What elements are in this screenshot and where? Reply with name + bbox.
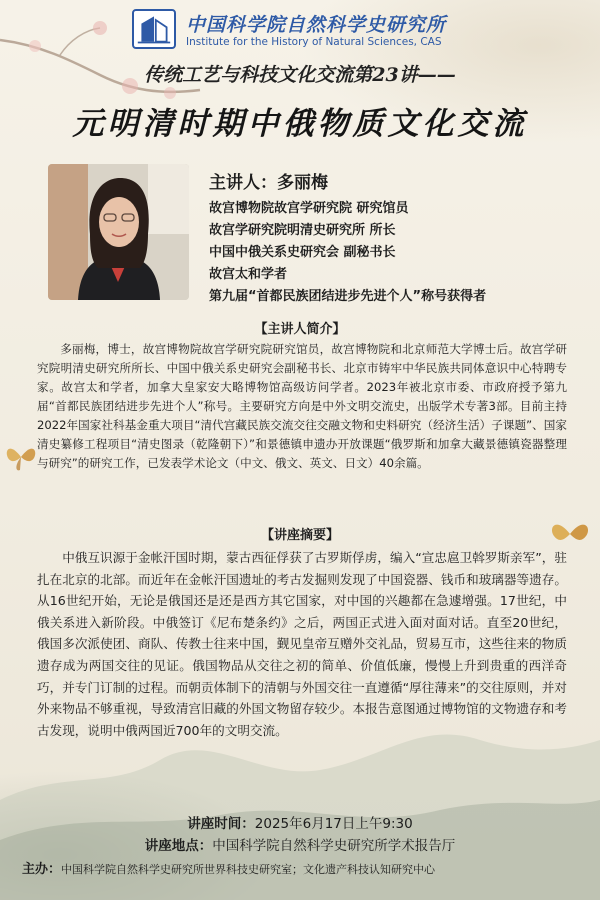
host-label: 主办：: [22, 862, 62, 877]
speaker-portrait-icon: [48, 164, 189, 300]
bio-text: 多丽梅，博士，故宫博物院故宫学研究院研究馆员，故宫博物院和北京师范大学博士后。故宫学研究院明清史研究所所长、中国中俄关系史研究会副秘书长、北京市铸牢中华民族共同体意识中心特聘专家。故宫太和学者，加拿大皇家安大略博物馆高级访问学者。2023年被北京市委、市政府授予第九届“首都民族团结进步先进个人”称号。主要研究方向是中外文明交流史，出版学术专著3部。目前主持2022年国家社科基金重大项目“清代宫藏民族交流交往交融文物和史料研究（经济生活）子课题”、国家清史纂修工程项目“清史图录（乾隆朝下）”和景德镇申遗办开放课题“俄罗斯和加拿大藏景德镇瓷器整理与研究”的研究工作，已发表学术论文（中文、俄文、英文、日文）40余篇。: [37, 342, 567, 470]
butterfly-left-decoration: [4, 440, 38, 474]
speaker-role: 故宫博物院故宫学研究院 研究馆员: [209, 201, 409, 216]
speaker-info: [209, 168, 589, 308]
time-value: 2025年6月17日上午9:30: [254, 816, 413, 832]
place-value: 中国科学院自然科学史研究所学术报告厅: [212, 838, 456, 854]
speaker-role: 故宫学研究院明清史研究所 所长: [209, 223, 396, 238]
bio-heading: 【主讲人简介】: [254, 322, 346, 337]
place-label: 讲座地点：: [144, 838, 213, 854]
speaker-role: 第九届“首都民族团结进步先进个人”称号获得者: [209, 289, 487, 304]
abstract-heading: 【讲座摘要】: [260, 528, 339, 543]
speaker-photo: [48, 164, 189, 300]
speaker-name: 多丽梅: [277, 173, 328, 193]
speaker-role: 中国中俄关系史研究会 副秘书长: [209, 245, 396, 260]
speaker-role: 故宫太和学者: [209, 267, 288, 282]
speaker-label: 主讲人：: [209, 173, 277, 193]
institute-logo-icon: [132, 9, 176, 49]
lecture-series: 传统工艺与科技文化交流第23讲——: [144, 64, 456, 86]
time-label: 讲座时间：: [187, 816, 255, 832]
lecture-title: 元明清时期中俄物质文化交流: [72, 106, 528, 142]
speaker-name-line: [209, 168, 589, 193]
abstract-text: 中俄互识源于金帐汗国时期，蒙古西征俘获了古罗斯俘虏，编入“宣忠扈卫斡罗斯亲军”，驻扎在北京的北部。而近年在金帐汗国遗址的考古发掘则发现了中国瓷器、钱币和玻璃器等遗存。从16世纪开始，无论是俄国还是还是西方其它国家，对中国的兴趣都在急遽增强。17世纪，中俄关系进入新阶段。中俄签订《尼布楚条约》之后，两国正式进入面对面对话。直至20世纪，俄国多次派使团、商队、传教士往来中国，觐见皇帝互赠外交礼品，贸易互市，这些往来的物质遗存成为两国交往的见证。俄国物品从交往之初的简单、价值低廉，慢慢上升到贵重的西洋奇巧，并专门订制的过程。而朝贡体制下的清朝与外国交往一直遵循“厚往薄来”的交往原则，并对外来物品不够重视，导致清宫旧藏的外国文物留存较少。本报告意图通过博物馆的文物遗存和考古发现，说明中俄两国近700年的文明交流。: [37, 550, 567, 738]
host-value: 中国科学院自然科学史研究所世界科技史研究室；文化遗产科技认知研究中心: [61, 863, 436, 876]
lecture-place: [0, 834, 600, 854]
lecture-host: [22, 858, 592, 877]
institute-name-cn: 中国科学院自然科学史研究所: [186, 14, 447, 36]
institute-name-en: Institute for the History of Natural Sciences, CAS: [186, 36, 442, 48]
lecture-time: [0, 812, 600, 832]
